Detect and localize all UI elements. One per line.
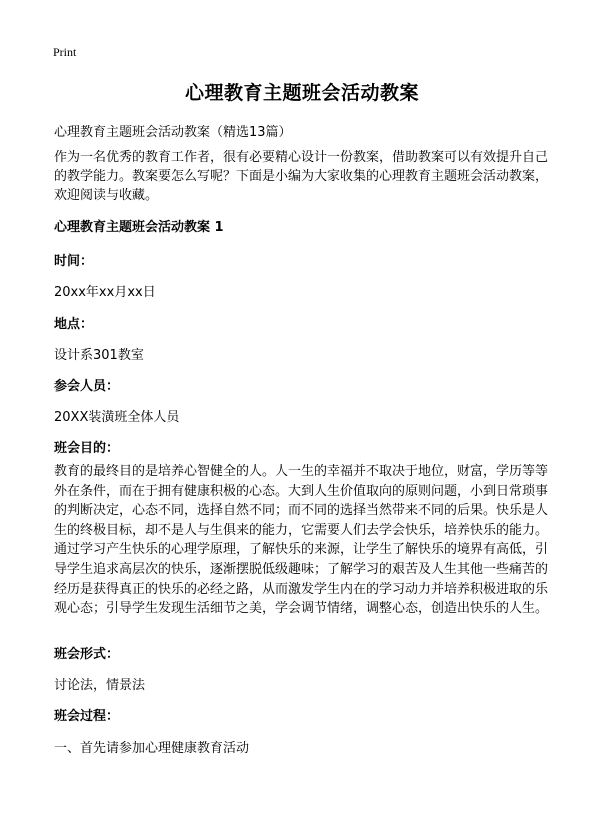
form-value: 讨论法，情景法 [54, 678, 146, 693]
process-step-1: 一、首先请参加心理健康教育活动 [54, 741, 250, 756]
document-subtitle: 心理教育主题班会活动教案（精选13篇） [54, 125, 292, 140]
process-label: 班会过程： [54, 709, 120, 724]
place-value: 设计系301教室 [54, 348, 144, 363]
purpose-label: 班会目的： [54, 441, 120, 456]
intro-paragraph: 作为一名优秀的教育工作者，很有必要精心设计一份教案，借助教案可以有效提升自己的教学能力。教案要怎么写呢？下面是小编为大家收集的心理教育主题班会活动教案，欢迎阅读与收藏。 [54, 150, 549, 203]
form-label: 班会形式： [54, 647, 120, 662]
time-value: 20xx年xx月xx日 [54, 285, 156, 300]
document-title: 心理教育主题班会活动教案 [184, 82, 419, 104]
purpose-paragraph: 教育的最终目的是培养心智健全的人。人一生的幸福并不取决于地位，财富，学历等等外在条件，而在于拥有健康积极的心态。大到人生价值取向的原则问题，小到日常琐事的判断决定，心态不同，选择自然不同；而不同的选择当然带来不同的后果。快乐是人生的终极目标，却不是人与生俱来的能力，它需要人们去学会快乐，培养快乐的能力。通过学习产生快乐的心理学原理，了解快乐的来源，让学生了解快乐的境界有高低，引导学生追求高层次的快乐，逐渐摆脱低级趣味；了解学习的艰苦及人生其他一些痛苦的经历是获得真正的快乐的必经之路，从而激发学生内在的学习动力并培养积极进取的乐观心态；引导学生发现生活细节之美，学会调节情绪，调整心态，创造出快乐的人生。 [54, 464, 549, 617]
print-link[interactable]: Print [53, 45, 77, 59]
place-label: 地点： [54, 317, 94, 332]
attendees-label: 参会人员： [54, 379, 120, 394]
attendees-value: 20XX装潢班全体人员 [54, 410, 180, 425]
section-heading: 心理教育主题班会活动教案 1 [54, 220, 224, 235]
time-label: 时间： [54, 254, 94, 269]
